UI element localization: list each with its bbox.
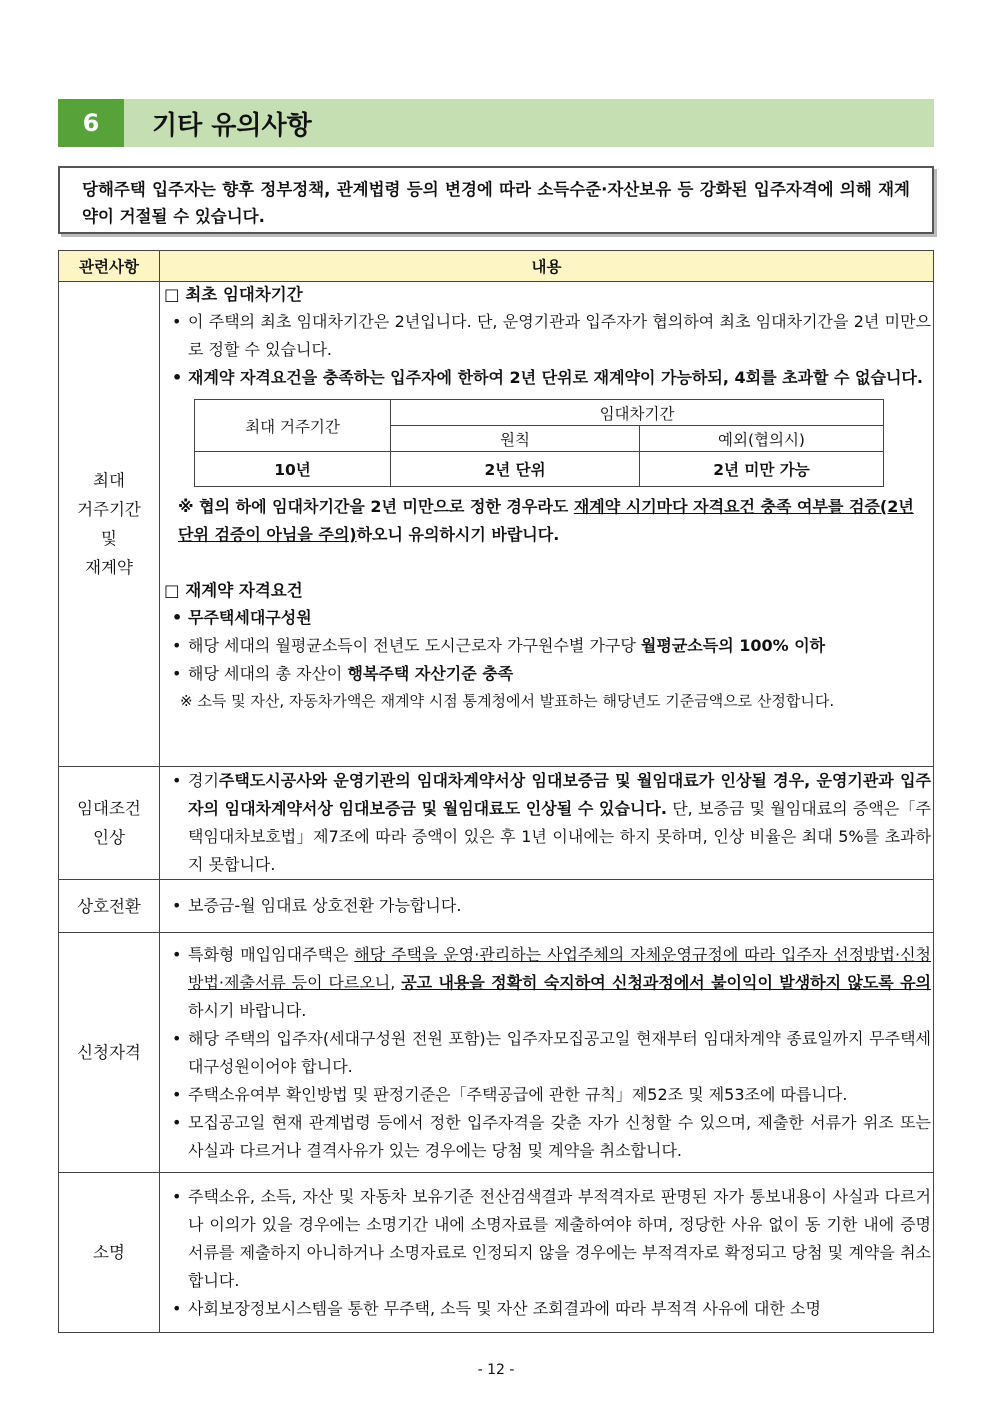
- notes-table: [58, 250, 934, 1333]
- row-label-text: 최대 거주기간 및 재계약: [77, 471, 141, 577]
- list-item: [164, 941, 931, 1025]
- list-item: [164, 660, 931, 688]
- page-number: - 12 -: [477, 1362, 515, 1378]
- list-item: • 주택소유, 소득, 자산 및 자동차 보유기준 전산검색결과 부적격자로 판명된 자가 통보내용이 사실과 다르거나 이의가 있을 경우에는 소명기간 내에 소명자료를 제출하여야 하며, 정당한 사유 없이 동 기한 내에 증명서류를 제출하지 아니하거나 소명자료로 인정되지 않을 경우에는 부적격자로 확정되고 당첨 및 계약을 취소합니다.: [164, 1183, 931, 1295]
- list-text: ,: [390, 972, 402, 992]
- row-content-rent-increase: [160, 767, 934, 880]
- header-related: 관련사항: [59, 251, 160, 282]
- header-content: 내용: [160, 251, 934, 282]
- row-content-explanation: [160, 1173, 934, 1333]
- list-item: • 무주택세대구성원: [164, 604, 931, 632]
- list-text: 해당 세대의 총 자산이: [188, 664, 348, 683]
- list-text: 해당 세대의 월평균소득이 전년도 도시근로자 가구원수별 가구당: [188, 636, 641, 655]
- row-label-residence: [59, 282, 160, 767]
- row-content-eligibility: [160, 933, 934, 1173]
- asset-note: ※ 소득 및 자산, 자동차가액은 재계약 시점 통계청에서 발표하는 해당년도 기준금액으로 산정합니다.: [180, 692, 835, 710]
- list-text: 특화형 매입임대주택은: [188, 944, 355, 964]
- list-item: • 모집공고일 현재 관계법령 등에서 정한 입주자격을 갖춘 자가 신청할 수 있으며, 제출한 서류가 위조 또는 사실과 다르거나 결격사유가 있는 경우에는 당첨 및 계약을 취소합니다.: [164, 1109, 931, 1165]
- cell-max-period: 10년: [195, 452, 391, 487]
- list-item: • 해당 주택의 입주자(세대구성원 전원 포함)는 입주자모집공고일 현재부터 임대차계약 종료일까지 무주택세대구성원이어야 합니다.: [164, 1025, 931, 1081]
- list-item: [164, 632, 931, 660]
- row-label-text: 임대조건 인상: [77, 799, 141, 847]
- cell-max-period-header: 최대 거주기간: [195, 400, 391, 452]
- list-item: • 보증금-월 임대료 상호전환 가능합니다.: [164, 892, 931, 920]
- row-label-eligibility: 신청자격: [59, 933, 160, 1173]
- list-text-bold: 월평균소득의 100% 이하: [640, 636, 826, 655]
- section-number: 6: [58, 99, 124, 147]
- row-label-rent-increase: [59, 767, 160, 880]
- list-item: [164, 767, 931, 879]
- cell-exception-header: 예외(협의시): [640, 426, 884, 452]
- list-text-bold: 행복주택 자산기준 충족: [347, 664, 514, 683]
- cell-principle: 2년 단위: [391, 452, 640, 487]
- row-content-conversion: [160, 880, 934, 933]
- note-underlined: 재계약 시기마다 자격요건 충족 여부를 검증(2년 단위 검증이 아님을 주의): [178, 497, 914, 544]
- section-header: [58, 99, 934, 147]
- consultation-note: [164, 493, 931, 549]
- cell-exception: 2년 미만 가능: [640, 452, 884, 487]
- subheading-renewal-qualifications: □ 재계약 자격요건: [164, 581, 303, 600]
- list-text-bold: 주택도시공사와 운영기관의 임대차계약서상 임대보증금 및 월임대료가 인상될 경우, 운영기관과 입주자의 임대차계약서상 임대보증금 및 월임대료도 인상될 수 있습니다.: [188, 771, 931, 818]
- list-item: • 사회보장정보시스템을 통한 무주택, 소득 및 자산 조회결과에 따라 부적격 사유에 대한 소명: [164, 1295, 931, 1323]
- list-text: 경기: [188, 771, 219, 790]
- row-label-explanation: 소명: [59, 1173, 160, 1333]
- lease-term-table: [194, 399, 884, 487]
- section-title: 기타 유의사항: [152, 110, 312, 141]
- note-text: ※ 협의 하에 임대차기간을 2년 미만으로 정한 경우라도: [178, 497, 574, 516]
- row-label-conversion: 상호전환: [59, 880, 160, 933]
- subheading-initial-term: □ 최초 임대차기간: [164, 285, 303, 304]
- row-content-residence: [160, 282, 934, 767]
- list-text-bold: 공고 내용을 정확히 숙지하여 신청과정에서 불이익이 발생하지 않도록 유의: [401, 972, 932, 992]
- list-item: • 이 주택의 최초 임대차기간은 2년입니다. 단, 운영기관과 입주자가 협의하여 최초 임대차기간을 2년 미만으로 정할 수 있습니다.: [164, 308, 931, 364]
- note-text: 하오니 유의하시기 바랍니다.: [356, 525, 560, 544]
- list-item: • 재계약 자격요건을 충족하는 입주자에 한하여 2년 단위로 재계약이 가능하되, 4회를 초과할 수 없습니다.: [164, 364, 931, 392]
- cell-principle-header: 원칙: [391, 426, 640, 452]
- list-item: • 주택소유여부 확인방법 및 판정기준은「주택공급에 관한 규칙」제52조 및 제53조에 따릅니다.: [164, 1081, 931, 1109]
- list-text: 단, 보증금 및 월임대료의 증액은「주택임대차보호법」제7조에 따라 증액이 있은 후 1년 이내에는 하지 못하며, 인상 비율은 최대 5%를 초과하지 못합니다.: [188, 799, 931, 874]
- list-text: 하시기 바랍니다.: [188, 1000, 307, 1020]
- cell-lease-term-header: 임대차기간: [391, 400, 884, 426]
- notice-box: 당해주택 입주자는 향후 정부정책, 관계법령 등의 변경에 따라 소득수준·자산보유 등 강화된 입주자격에 의해 재계약이 거절될 수 있습니다.: [58, 166, 934, 234]
- list-text-underlined: 해당 주택을 운영·관리하는 사업주체의 자체운영규정에 따라 입주자 선정방법·신청방법·제출서류 등이 다르오니: [188, 944, 932, 992]
